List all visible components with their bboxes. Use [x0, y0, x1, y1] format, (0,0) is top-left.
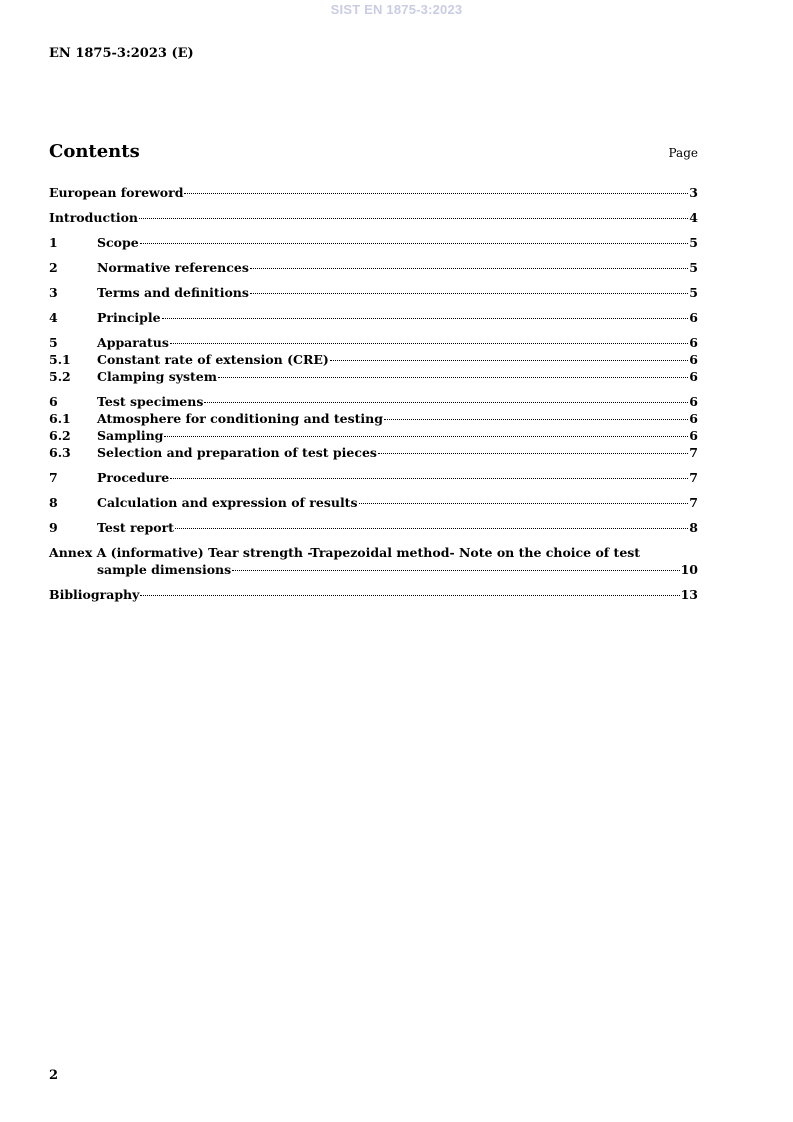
toc-entry-page: 3 [689, 185, 698, 200]
toc-entry-foreword[interactable] [49, 184, 698, 201]
toc-entry-title: Constant rate of extension (CRE) [97, 352, 329, 367]
toc-entry-title: Principle [97, 310, 161, 325]
toc-leader-dots [378, 453, 688, 454]
toc-entry-title: Test specimens [97, 394, 204, 409]
toc-entry-number: 9 [49, 520, 58, 535]
toc-annex-continuation [49, 561, 698, 578]
toc-entry-number: 3 [49, 285, 58, 300]
toc-entry-introduction[interactable] [49, 209, 698, 226]
toc-entry-title: Procedure [97, 470, 170, 485]
toc-entry-apparatus[interactable] [49, 334, 698, 351]
toc-entry-number: 6.1 [49, 411, 71, 426]
toc-entry-clamping-system[interactable] [49, 368, 698, 385]
toc-leader-dots [175, 528, 688, 529]
toc-entry-title: Scope [97, 235, 139, 250]
toc-leader-dots [250, 268, 688, 269]
toc-entry-number: 7 [49, 470, 58, 485]
toc-entry-number: 1 [49, 235, 58, 250]
table-of-contents [49, 184, 698, 603]
toc-entry-page: 6 [689, 394, 698, 409]
toc-entry-number: 6.2 [49, 428, 71, 443]
toc-leader-dots [140, 595, 679, 596]
toc-leader-dots [250, 293, 688, 294]
toc-leader-dots [204, 402, 688, 403]
toc-entry-page: 7 [689, 445, 698, 460]
toc-entry-procedure[interactable] [49, 469, 698, 486]
toc-entry-title: Sampling [97, 428, 164, 443]
toc-entry-page: 5 [689, 260, 698, 275]
toc-entry-title: European foreword [49, 185, 184, 200]
toc-leader-dots [330, 360, 688, 361]
toc-entry-test-specimens[interactable] [49, 393, 698, 410]
toc-entry-calculation[interactable] [49, 494, 698, 511]
toc-entry-number: 4 [49, 310, 58, 325]
toc-entry-test-report[interactable] [49, 519, 698, 536]
toc-entry-number: 5.1 [49, 352, 71, 367]
toc-entry-page: 6 [689, 428, 698, 443]
page-number: 2 [49, 1068, 59, 1083]
toc-entry-number: 2 [49, 260, 58, 275]
toc-entry-page: 7 [689, 470, 698, 485]
toc-entry-page: 10 [680, 562, 698, 577]
toc-entry-page: 6 [689, 411, 698, 426]
toc-entry-page: 5 [689, 285, 698, 300]
toc-entry-title: Clamping system [97, 369, 217, 384]
toc-entry-page: 13 [680, 587, 698, 602]
toc-leader-dots [232, 570, 679, 571]
toc-entry-constant-rate-of-extension[interactable] [49, 351, 698, 368]
toc-entry-number: 6 [49, 394, 58, 409]
toc-entry-title: Test report [97, 520, 174, 535]
toc-entry-principle[interactable] [49, 309, 698, 326]
toc-entry-normative-references[interactable] [49, 259, 698, 276]
toc-entry-selection-and-preparation[interactable] [49, 444, 698, 461]
toc-entry-page: 6 [689, 369, 698, 384]
toc-entry-scope[interactable] [49, 234, 698, 251]
toc-entry-number: 5 [49, 335, 58, 350]
toc-annex-subtitle: sample dimensions [97, 562, 232, 577]
toc-entry-title: Atmosphere for conditioning and testing [97, 411, 383, 426]
toc-leader-dots [139, 218, 688, 219]
toc-leader-dots [162, 318, 689, 319]
toc-entry-number: 5.2 [49, 369, 71, 384]
toc-entry-title: Apparatus [97, 335, 169, 350]
toc-annex-title: Annex A (informative) Tear strength -Trapezoidal method- Note on the choice of test [49, 545, 641, 560]
toc-leader-dots [384, 419, 688, 420]
toc-entry-terms-and-definitions[interactable] [49, 284, 698, 301]
toc-leader-dots [218, 377, 688, 378]
toc-entry-page: 6 [689, 335, 698, 350]
toc-entry-atmosphere[interactable] [49, 410, 698, 427]
page-column-label: Page [668, 146, 698, 160]
toc-entry-page: 4 [689, 210, 698, 225]
toc-entry-title: Bibliography [49, 587, 140, 602]
toc-entry-page: 5 [689, 235, 698, 250]
toc-entry-title: Selection and preparation of test pieces [97, 445, 377, 460]
toc-leader-dots [184, 193, 688, 194]
toc-leader-dots [140, 243, 689, 244]
toc-entry-title: Introduction [49, 210, 139, 225]
toc-entry-page: 7 [689, 495, 698, 510]
toc-leader-dots [164, 436, 688, 437]
toc-entry-bibliography[interactable] [49, 586, 698, 603]
toc-entry-number: 8 [49, 495, 58, 510]
contents-title: Contents [49, 141, 140, 162]
toc-entry-title: Terms and definitions [97, 285, 249, 300]
toc-entry-sampling[interactable] [49, 427, 698, 444]
toc-entry-page: 8 [689, 520, 698, 535]
toc-leader-dots [170, 343, 688, 344]
toc-entry-annex-a[interactable] [49, 544, 698, 578]
toc-entry-title: Calculation and expression of results [97, 495, 358, 510]
document-id: EN 1875-3:2023 (E) [49, 46, 194, 61]
toc-entry-title: Normative references [97, 260, 249, 275]
toc-leader-dots [170, 478, 688, 479]
toc-leader-dots [359, 503, 689, 504]
toc-entry-page: 6 [689, 352, 698, 367]
watermark: SIST EN 1875-3:2023 [330, 2, 463, 17]
toc-entry-page: 6 [689, 310, 698, 325]
toc-entry-number: 6.3 [49, 445, 71, 460]
